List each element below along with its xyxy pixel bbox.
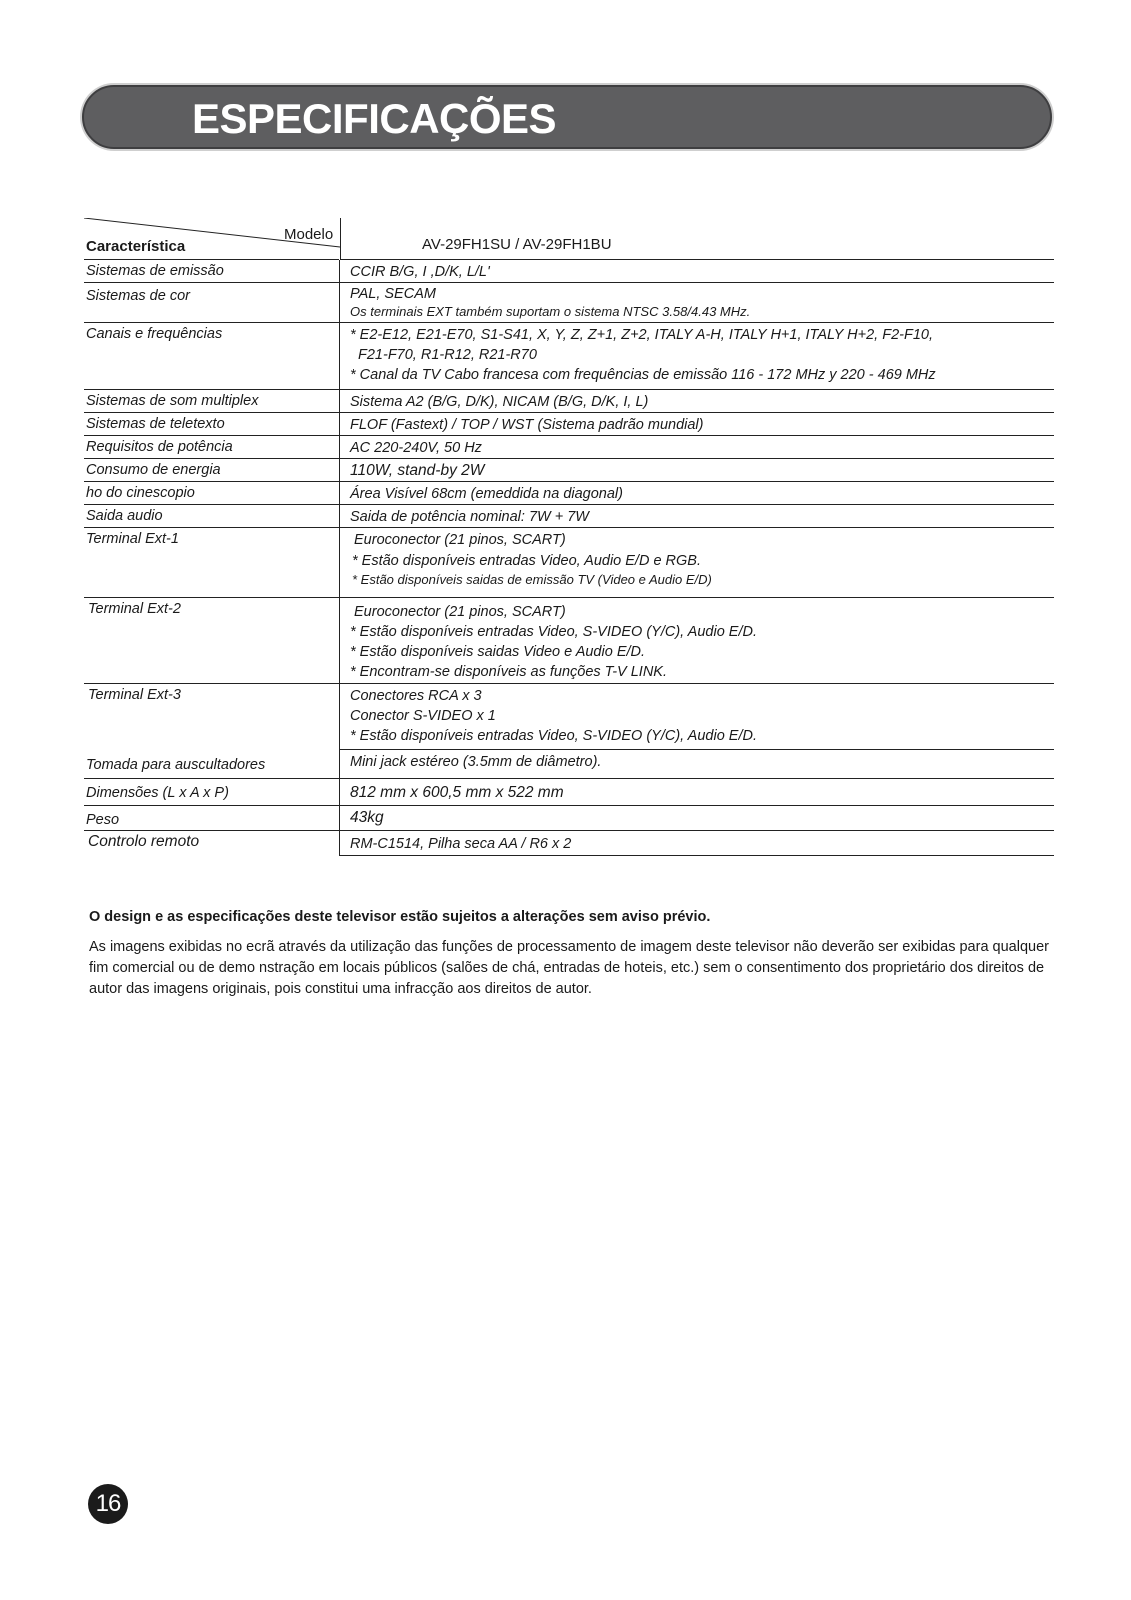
page-title: ESPECIFICAÇÕES (192, 95, 557, 142)
row-label: Sistemas de teletexto (84, 413, 340, 436)
spec-table (84, 218, 1054, 856)
value-line: FLOF (Fastext) / TOP / WST (Sistema padrão mundial) (350, 417, 704, 433)
value-line: AC 220-240V, 50 Hz (350, 440, 482, 456)
notes-title: O design e as especificações deste televisor estão sujeitos a alterações sem aviso prévio. (89, 909, 711, 925)
row-value (340, 684, 1054, 750)
table-header (84, 218, 1054, 260)
row-value (340, 528, 1054, 598)
row-value (340, 390, 1054, 413)
value-line: PAL, SECAM (350, 286, 436, 302)
table-row (84, 684, 1054, 750)
row-label: ho do cinescopio (84, 482, 340, 505)
row-value (340, 459, 1054, 482)
value-line: 110W, stand-by 2W (350, 462, 485, 479)
row-value (340, 750, 1054, 779)
row-value (340, 598, 1054, 684)
value-line: * Estão disponíveis saidas Video e Audio E/D. (350, 644, 646, 660)
row-label: Peso (84, 806, 340, 831)
header-caracteristica: Característica (86, 238, 186, 255)
value-line: Sistema A2 (B/G, D/K), NICAM (B/G, D/K, I, L) (350, 394, 649, 410)
table-row (84, 831, 1054, 856)
table-row (84, 806, 1054, 831)
value-line: Saida de potência nominal: 7W + 7W (350, 509, 589, 525)
row-label: Sistemas de emissão (84, 260, 340, 283)
value-line: Os terminais EXT também suportam o sistema NTSC 3.58/4.43 MHz. (350, 304, 751, 319)
notes-body: As imagens exibidas no ecrã através da utilização das funções de processamento de imagem deste televisor não deverão ser exibidas para qualquer fim comercial ou de demo nstração em locais públicos (salões de chá, entradas de hoteis, etc.) sem o consentimento dos proprietário dos direitos de autor das imagens originais, pois constitui uma infracção aos direitos de autor. (89, 939, 1049, 997)
row-value (340, 482, 1054, 505)
row-value (340, 436, 1054, 459)
value-line: * Estão disponíveis entradas Video, Audio E/D e RGB. (352, 553, 702, 569)
table-row (84, 260, 1054, 283)
value-line: 812 mm x 600,5 mm x 522 mm (350, 784, 564, 801)
row-value (340, 260, 1054, 283)
header-divider (340, 218, 341, 260)
value-line: RM-C1514, Pilha seca AA / R6 x 2 (350, 836, 572, 852)
row-label: Canais e frequências (84, 323, 340, 390)
table-row (84, 323, 1054, 390)
model-value: AV-29FH1SU / AV-29FH1BU (422, 236, 612, 253)
value-line: * E2-E12, E21-E70, S1-S41, X, Y, Z, Z+1, Z+2, ITALY A-H, ITALY H+1, ITALY H+2, F2-F10, (350, 327, 934, 343)
table-row (84, 598, 1054, 684)
row-label: Terminal Ext-3 (84, 684, 340, 750)
header-modelo: Modelo (284, 226, 334, 243)
row-label: Consumo de energia (84, 459, 340, 482)
value-line: Conector S-VIDEO x 1 (350, 708, 496, 724)
table-row (84, 459, 1054, 482)
row-value (340, 779, 1054, 806)
table-row (84, 436, 1054, 459)
value-line: * Estão disponíveis entradas Video, S-VIDEO (Y/C), Audio E/D. (350, 728, 757, 744)
row-value (340, 413, 1054, 436)
value-line: * Estão disponíveis entradas Video, S-VIDEO (Y/C), Audio E/D. (350, 624, 757, 640)
row-value (340, 806, 1054, 831)
table-row (84, 779, 1054, 806)
row-value (340, 505, 1054, 528)
value-line: CCIR B/G, I ,D/K, L/L' (350, 264, 490, 280)
value-line: Conectores RCA x 3 (350, 688, 482, 704)
row-label: Tomada para auscultadores (84, 750, 340, 779)
row-label: Sistemas de som multiplex (84, 390, 340, 413)
value-line: 43kg (350, 809, 384, 826)
value-line: Mini jack estéreo (3.5mm de diâmetro). (350, 754, 602, 770)
value-line: * Estão disponíveis saidas de emissão TV (Video e Audio E/D) (352, 572, 712, 587)
table-row (84, 750, 1054, 779)
value-line: F21-F70, R1-R12, R21-R70 (358, 347, 537, 363)
table-row (84, 390, 1054, 413)
row-label: Terminal Ext-2 (84, 598, 340, 684)
row-value (340, 323, 1054, 390)
row-value (340, 283, 1054, 323)
row-label: Sistemas de cor (84, 283, 340, 323)
row-label: Terminal Ext-1 (84, 528, 340, 598)
table-row (84, 482, 1054, 505)
value-line: * Canal da TV Cabo francesa com frequências de emissão 116 - 172 MHz y 220 - 469 MHz (350, 367, 936, 383)
table-row (84, 505, 1054, 528)
row-label: Dimensões (L x A x P) (84, 779, 340, 806)
table-row (84, 413, 1054, 436)
value-line: * Encontram-se disponíveis as funções T-V LINK. (350, 664, 668, 680)
row-value (340, 831, 1054, 856)
row-label: Controlo remoto (84, 831, 340, 856)
value-line: Euroconector (21 pinos, SCART) (354, 604, 566, 620)
row-label: Requisitos de potência (84, 436, 340, 459)
row-label: Saida audio (84, 505, 340, 528)
table-row (84, 528, 1054, 598)
page-number: 16 (88, 1484, 128, 1524)
title-banner (82, 85, 1052, 149)
value-line: Euroconector (21 pinos, SCART) (354, 532, 566, 548)
value-line: Área Visível 68cm (emeddida na diagonal) (350, 486, 623, 502)
table-row (84, 283, 1054, 323)
